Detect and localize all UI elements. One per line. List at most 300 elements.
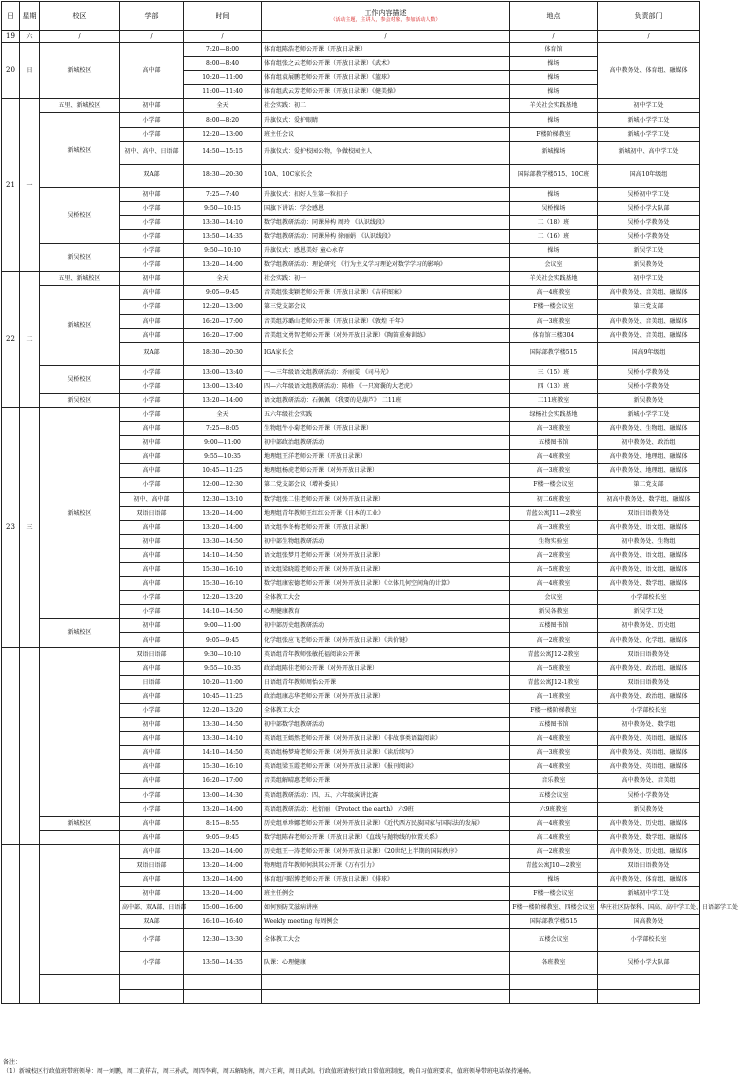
location-cell: 高一3班教室 bbox=[510, 520, 598, 534]
time-cell: 8:00—8:20 bbox=[184, 113, 262, 127]
time-cell: 8:00—8:40 bbox=[184, 57, 262, 71]
location-cell: 高一2班教室 bbox=[510, 844, 598, 858]
location-cell bbox=[510, 975, 598, 989]
location-cell: F楼一楼会议室 bbox=[510, 300, 598, 314]
location-cell: 高一4班教室 bbox=[510, 577, 598, 591]
location-cell: 六9班教室 bbox=[510, 802, 598, 816]
department-cell: 小学部 bbox=[120, 703, 184, 717]
location-cell: 国际部教学楼515 bbox=[510, 342, 598, 365]
location-cell: 二（16）班 bbox=[510, 229, 598, 243]
time-cell: 14:10—14:50 bbox=[184, 605, 262, 619]
time-cell: 13:20—14:00 bbox=[184, 520, 262, 534]
time-cell: 12:30—13:10 bbox=[184, 492, 262, 506]
date-cell bbox=[2, 844, 20, 1003]
campus-cell: / bbox=[40, 31, 120, 43]
date-cell: 20 bbox=[2, 43, 20, 99]
location-cell: 高一1班教室 bbox=[510, 689, 598, 703]
campus-cell bbox=[40, 844, 120, 975]
time-cell: 13:00—14:30 bbox=[184, 788, 262, 802]
content-cell: 全体教工大会 bbox=[262, 929, 510, 952]
time-cell bbox=[184, 975, 262, 989]
content-cell: 物理组青年教师何洪其公开课《万有引力》 bbox=[262, 858, 510, 872]
department-cell: 高中部 bbox=[120, 689, 184, 703]
time-cell: 10:45—11:25 bbox=[184, 689, 262, 703]
content-cell: 五六年级社会实践 bbox=[262, 407, 510, 421]
department-cell: 初中部 bbox=[120, 718, 184, 732]
department-cell: 初中、高中部 bbox=[120, 492, 184, 506]
department-cell: 高中部 bbox=[120, 577, 184, 591]
time-cell: 13:20—14:00 bbox=[184, 506, 262, 520]
weekday-cell bbox=[20, 647, 40, 844]
department-cell: 双语日语部 bbox=[120, 647, 184, 661]
location-cell: 操场 bbox=[510, 71, 598, 85]
responsible-cell: 国高教务处 bbox=[598, 915, 700, 929]
location-cell: 三（15）班 bbox=[510, 365, 598, 379]
time-cell: 14:50—15:15 bbox=[184, 141, 262, 164]
content-cell: 音美组苏璐山老师公开课（开放日录课）《敦煌 千年》 bbox=[262, 314, 510, 328]
content-cell: 数学组教研活动：理论研究 《行为主义学习理论对数学学习的影响》 bbox=[262, 258, 510, 272]
header-content-subtitle: （活动主题，主讲人，参会对象，参加活动人数） bbox=[330, 16, 441, 23]
table-row bbox=[2, 844, 700, 858]
department-cell: 高中部 bbox=[120, 520, 184, 534]
content-cell bbox=[262, 989, 510, 1003]
department-cell: 小学部 bbox=[120, 365, 184, 379]
department-cell: 双A部 bbox=[120, 164, 184, 187]
content-cell: 升旗仪式：感恩美好 童心永存 bbox=[262, 244, 510, 258]
location-cell: 音乐教室 bbox=[510, 774, 598, 788]
location-cell: 五楼图书馆 bbox=[510, 436, 598, 450]
location-cell: 高一4班教室 bbox=[510, 286, 598, 300]
header-content bbox=[262, 2, 510, 31]
responsible-cell bbox=[598, 989, 700, 1003]
content-cell: 四—六年级语文组教研活动：陈格 《一只窝囊的大老虎》 bbox=[262, 379, 510, 393]
time-cell: 13:50—14:35 bbox=[184, 229, 262, 243]
department-cell: 双语日语部 bbox=[120, 858, 184, 872]
content-cell: 班主任会议 bbox=[262, 127, 510, 141]
time-cell bbox=[184, 989, 262, 1003]
department-cell: 高中部 bbox=[120, 661, 184, 675]
content-cell: 生物组牛小菊老师公开课（开放日录课） bbox=[262, 422, 510, 436]
location-cell: 高一5班教室 bbox=[510, 563, 598, 577]
time-cell: 全天 bbox=[184, 407, 262, 421]
time-cell: 全天 bbox=[184, 99, 262, 113]
content-cell: 数学组康宏德老师公开课（对外开放日录课）《立体几何空间角的计算》 bbox=[262, 577, 510, 591]
department-cell: 初中部 bbox=[120, 187, 184, 201]
responsible-cell: 小学部校长室 bbox=[598, 929, 700, 952]
content-cell: 体育组张之云老师公开课（开放日录课）《武术》 bbox=[262, 57, 510, 71]
department-cell: 初中部 bbox=[120, 887, 184, 901]
department-cell: 小学部 bbox=[120, 605, 184, 619]
responsible-cell: 高中教务处、音美组、融媒体 bbox=[598, 328, 700, 342]
time-cell: 12:00—12:30 bbox=[184, 478, 262, 492]
content-cell: 第三党支部会议 bbox=[262, 300, 510, 314]
time-cell: 9:50—10:10 bbox=[184, 244, 262, 258]
content-cell: 语文组李冬梅老师公开课（开放日录课） bbox=[262, 520, 510, 534]
location-cell: 高一2班教室 bbox=[510, 633, 598, 647]
time-cell: 7:25—7:40 bbox=[184, 187, 262, 201]
content-cell: 10A、10C家长会 bbox=[262, 164, 510, 187]
responsible-cell: 高中教务处、历史组、融媒体 bbox=[598, 844, 700, 858]
department-cell: 双A部 bbox=[120, 342, 184, 365]
responsible-cell: 新吴教务处 bbox=[598, 802, 700, 816]
content-cell: 升旗仪式：扣好人生第一粒扣子 bbox=[262, 187, 510, 201]
time-cell: 15:30—16:10 bbox=[184, 577, 262, 591]
header-date: 日 bbox=[2, 2, 20, 31]
department-cell: 高中部、双A部、日语部 bbox=[120, 901, 184, 915]
content-cell: 语文组张梦月老师公开课（对外开放日录课） bbox=[262, 548, 510, 562]
time-cell: 16:10—16:40 bbox=[184, 915, 262, 929]
location-cell: 高一4班教室 bbox=[510, 816, 598, 830]
responsible-cell: / bbox=[598, 31, 700, 43]
time-cell: 全天 bbox=[184, 272, 262, 286]
time-cell: 15:30—16:10 bbox=[184, 760, 262, 774]
department-cell bbox=[120, 989, 184, 1003]
department-cell: 初中部 bbox=[120, 534, 184, 548]
department-cell: 小学部 bbox=[120, 201, 184, 215]
time-cell: 9:05—9:45 bbox=[184, 633, 262, 647]
department-cell: 小学部 bbox=[120, 929, 184, 952]
location-cell: 体育馆三楼304 bbox=[510, 328, 598, 342]
responsible-cell: 新吴学工处 bbox=[598, 605, 700, 619]
location-cell: F楼阶梯教室 bbox=[510, 127, 598, 141]
time-cell: 18:30—20:30 bbox=[184, 342, 262, 365]
responsible-cell: 初中教务处、生物组 bbox=[598, 534, 700, 548]
location-cell: 高一3班教室 bbox=[510, 464, 598, 478]
responsible-cell: 高中教务处、英语组、融媒体 bbox=[598, 746, 700, 760]
responsible-cell: 高中教务处、数学组、融媒体 bbox=[598, 577, 700, 591]
weekday-cell: 日 bbox=[20, 43, 40, 99]
location-cell: 五楼图书馆 bbox=[510, 718, 598, 732]
time-cell: 18:30—20:30 bbox=[184, 164, 262, 187]
campus-cell: 新城校区 bbox=[40, 113, 120, 187]
location-cell: 操场 bbox=[510, 57, 598, 71]
content-cell: 英语组教研活动：四、五、六年级演讲比赛 bbox=[262, 788, 510, 802]
header-time: 时间 bbox=[184, 2, 262, 31]
responsible-cell: 小学部校长室 bbox=[598, 591, 700, 605]
time-cell: 10:20—11:00 bbox=[184, 71, 262, 85]
table-row bbox=[2, 393, 700, 407]
location-cell: F楼一楼会议室 bbox=[510, 887, 598, 901]
location-cell: 五楼图书馆 bbox=[510, 619, 598, 633]
content-cell: 全体教工大会 bbox=[262, 591, 510, 605]
department-cell: 初中部 bbox=[120, 436, 184, 450]
content-cell: 全体教工大会 bbox=[262, 703, 510, 717]
content-cell: 数学组教研活动：同课异构 周玲 《认识线段》 bbox=[262, 215, 510, 229]
location-cell: 新城操场 bbox=[510, 141, 598, 164]
content-cell: 英语组杨梦琦老师公开课（对外开放日录课）《读后续写》 bbox=[262, 746, 510, 760]
date-cell bbox=[2, 647, 20, 844]
content-cell: 社会实践：初一 bbox=[262, 272, 510, 286]
time-cell: 15:30—16:10 bbox=[184, 563, 262, 577]
department-cell: 高中部 bbox=[120, 873, 184, 887]
location-cell: 青蓝公寓J10—2教室 bbox=[510, 858, 598, 872]
responsible-cell: 高中教务处、化学组、融媒体 bbox=[598, 633, 700, 647]
responsible-cell: 新吴教务处 bbox=[598, 393, 700, 407]
table-row bbox=[2, 31, 700, 43]
location-cell: 新吴各教室 bbox=[510, 605, 598, 619]
table-row bbox=[2, 619, 700, 633]
location-cell: 五楼会议室 bbox=[510, 929, 598, 952]
weekday-cell: 六 bbox=[20, 31, 40, 43]
content-cell: 如何预防艾滋病讲座 bbox=[262, 901, 510, 915]
location-cell: 高一4班教室 bbox=[510, 760, 598, 774]
responsible-cell: 高中教务处、政治组、融媒体 bbox=[598, 689, 700, 703]
content-cell: 政治组康志华老师公开课（对外开放日录课） bbox=[262, 689, 510, 703]
responsible-cell: 国高9年级组 bbox=[598, 342, 700, 365]
location-cell: 高一5班教室 bbox=[510, 661, 598, 675]
content-cell: 地理组王洋老师公开课（开放日录课） bbox=[262, 450, 510, 464]
time-cell: 9:05—9:45 bbox=[184, 830, 262, 844]
responsible-cell: 高中教务处、政治组、融媒体 bbox=[598, 661, 700, 675]
location-cell bbox=[510, 989, 598, 1003]
content-cell: 心理健康教育 bbox=[262, 605, 510, 619]
department-cell: 小学部 bbox=[120, 379, 184, 393]
date-cell: 23 bbox=[2, 407, 20, 647]
department-cell: 小学部 bbox=[120, 113, 184, 127]
location-cell: 青蓝公寓J12-2教室 bbox=[510, 647, 598, 661]
time-cell: 9:00—11:00 bbox=[184, 619, 262, 633]
campus-cell: 五里、新城校区 bbox=[40, 99, 120, 113]
content-cell: 英语组王嫣然老师公开课（对外开放日录课）《非故事类语篇阅读》 bbox=[262, 732, 510, 746]
department-cell: 高中部 bbox=[120, 746, 184, 760]
department-cell: 小学部 bbox=[120, 591, 184, 605]
time-cell: 9:30—10:10 bbox=[184, 647, 262, 661]
campus-cell: 新吴校区 bbox=[40, 244, 120, 272]
campus-cell: 新城校区 bbox=[40, 407, 120, 618]
location-cell: 各班教室 bbox=[510, 952, 598, 975]
time-cell: 16:20—17:00 bbox=[184, 774, 262, 788]
location-cell: 四（13）班 bbox=[510, 379, 598, 393]
responsible-cell: 新城初中学工处 bbox=[598, 887, 700, 901]
responsible-cell: 高中教务处、英语组、融媒体 bbox=[598, 732, 700, 746]
content-cell: 升旗仪式：爱护眼睛 bbox=[262, 113, 510, 127]
location-cell: 高一3班教室 bbox=[510, 422, 598, 436]
time-cell: 13:30—14:10 bbox=[184, 215, 262, 229]
time-cell: 13:20—14:00 bbox=[184, 858, 262, 872]
time-cell: 15:00—16:00 bbox=[184, 901, 262, 915]
responsible-cell: 新吴学工处 bbox=[598, 244, 700, 258]
content-cell: 初中部生物组教研活动 bbox=[262, 534, 510, 548]
content-cell: 政治组陈佳老师公开课（对外开放日录课） bbox=[262, 661, 510, 675]
table-row bbox=[2, 407, 700, 421]
location-cell: 操场 bbox=[510, 113, 598, 127]
content-cell: 队课：心理健康 bbox=[262, 952, 510, 975]
location-cell: 操场 bbox=[510, 873, 598, 887]
campus-cell bbox=[40, 830, 120, 844]
responsible-cell: 吴桥小学教务处 bbox=[598, 379, 700, 393]
department-cell: 初中部 bbox=[120, 272, 184, 286]
campus-cell: 新城校区 bbox=[40, 286, 120, 365]
date-cell: 21 bbox=[2, 99, 20, 272]
responsible-cell: 双语日语教务处 bbox=[598, 858, 700, 872]
content-cell: 音美组解晴惠老师公开课 bbox=[262, 774, 510, 788]
responsible-cell: 双语日语教务处 bbox=[598, 647, 700, 661]
location-cell: 生物实验室 bbox=[510, 534, 598, 548]
location-cell: 会议室 bbox=[510, 258, 598, 272]
content-cell: 数学组张二佳老师公开课（对外开放日录课） bbox=[262, 492, 510, 506]
responsible-cell: 高中教务处、数学组、融媒体 bbox=[598, 830, 700, 844]
department-cell: 高中部 bbox=[120, 548, 184, 562]
time-cell: 13:00—13:40 bbox=[184, 379, 262, 393]
time-cell: 12:20—13:20 bbox=[184, 703, 262, 717]
responsible-cell: 吴桥小学大队部 bbox=[598, 952, 700, 975]
time-cell: 16:20—17:00 bbox=[184, 314, 262, 328]
table-row bbox=[2, 113, 700, 127]
department-cell: 高中部 bbox=[120, 844, 184, 858]
campus-cell bbox=[40, 975, 120, 1003]
content-cell: 体育组陈浩老师公开课（开放日录课） bbox=[262, 43, 510, 57]
content-cell: 初中部数学组教研活动 bbox=[262, 718, 510, 732]
time-cell: 13:30—14:10 bbox=[184, 732, 262, 746]
location-cell: F楼一楼阶梯教室、四楼会议室 bbox=[510, 901, 598, 915]
time-cell: 13:50—14:35 bbox=[184, 952, 262, 975]
time-cell: 8:15—8:55 bbox=[184, 816, 262, 830]
header-campus: 校区 bbox=[40, 2, 120, 31]
header-content-title: 工作内容描述 bbox=[364, 8, 407, 17]
location-cell: 高一4班教室 bbox=[510, 732, 598, 746]
location-cell: 羊关社会实践基地 bbox=[510, 99, 598, 113]
schedule-table bbox=[1, 1, 738, 1004]
content-cell: 班主任例会 bbox=[262, 887, 510, 901]
table-row bbox=[2, 272, 700, 286]
location-cell: 体育馆 bbox=[510, 43, 598, 57]
date-cell: 19 bbox=[2, 31, 20, 43]
department-cell: 高中部 bbox=[120, 328, 184, 342]
time-cell: 9:55—10:35 bbox=[184, 450, 262, 464]
table-row bbox=[2, 43, 700, 57]
department-cell: 双A部 bbox=[120, 915, 184, 929]
department-cell: 小学部 bbox=[120, 127, 184, 141]
table-row bbox=[2, 244, 700, 258]
location-cell: / bbox=[510, 31, 598, 43]
responsible-cell: 华庄社区防保科、国高、高中学工处、日语部学工处 bbox=[598, 901, 700, 915]
location-cell: 二11班教室 bbox=[510, 393, 598, 407]
content-cell: 初中部政治组教研活动 bbox=[262, 436, 510, 450]
responsible-cell: 小学部校长室 bbox=[598, 703, 700, 717]
campus-cell bbox=[40, 647, 120, 816]
content-cell: 音美组文勇智老师公开课（对外开放日录课）《陶笛重奏训练》 bbox=[262, 328, 510, 342]
content-cell: 英语组教研活动：杜衍丽 《Protect the earth》 六9班 bbox=[262, 802, 510, 816]
time-cell: 16:20—17:00 bbox=[184, 328, 262, 342]
content-cell: 体育组袁展鹏老师公开课（开放日录课）《篮球》 bbox=[262, 71, 510, 85]
time-cell: 11:00—11:40 bbox=[184, 85, 262, 99]
department-cell: 高中部 bbox=[120, 286, 184, 300]
content-cell: 体育组武云芳老师公开课（开放日录课）《健美操》 bbox=[262, 85, 510, 99]
department-cell: 高中部 bbox=[120, 43, 184, 99]
header-responsible: 负责部门 bbox=[598, 2, 700, 31]
department-cell: 小学部 bbox=[120, 802, 184, 816]
weekday-cell bbox=[20, 844, 40, 1003]
responsible-cell: 吴桥小学大队部 bbox=[598, 201, 700, 215]
department-cell: 高中部 bbox=[120, 450, 184, 464]
location-cell: 五楼会议室 bbox=[510, 788, 598, 802]
department-cell: 高中部 bbox=[120, 774, 184, 788]
responsible-cell: 吴桥小学教务处 bbox=[598, 788, 700, 802]
responsible-cell: 国高10年级组 bbox=[598, 164, 700, 187]
campus-cell: 吴桥校区 bbox=[40, 187, 120, 243]
department-cell: 初中部 bbox=[120, 619, 184, 633]
responsible-cell: 高中教务处、体育组、融媒体 bbox=[598, 43, 700, 99]
location-cell: 操场 bbox=[510, 85, 598, 99]
department-cell: 高中部 bbox=[120, 563, 184, 577]
time-cell: 10:20—11:00 bbox=[184, 675, 262, 689]
department-cell: 小学部 bbox=[120, 244, 184, 258]
department-cell: 高中部 bbox=[120, 830, 184, 844]
header-weekday: 星期 bbox=[20, 2, 40, 31]
responsible-cell: 高中教务处、音美组、融媒体 bbox=[598, 286, 700, 300]
content-cell: 数学组陈春老师公开课（开放日录课）《直线与抛物线的位置关系》 bbox=[262, 830, 510, 844]
content-cell: 语文组教研活动：石佩佩 《我要的是葫芦》 二11班 bbox=[262, 393, 510, 407]
department-cell: 日语部 bbox=[120, 675, 184, 689]
department-cell: 小学部 bbox=[120, 229, 184, 243]
location-cell: 国际部教学楼515、10C班 bbox=[510, 164, 598, 187]
responsible-cell: 高中教务处、英语组、融媒体 bbox=[598, 760, 700, 774]
location-cell: 初二6班教室 bbox=[510, 492, 598, 506]
location-cell: 高一4班教室 bbox=[510, 450, 598, 464]
time-cell: 13:20—14:00 bbox=[184, 873, 262, 887]
header-department: 学部 bbox=[120, 2, 184, 31]
header-location: 地点 bbox=[510, 2, 598, 31]
content-cell: 语文组梁晓霞老师公开课（对外开放日录课） bbox=[262, 563, 510, 577]
time-cell: / bbox=[184, 31, 262, 43]
location-cell: 高二4班教室 bbox=[510, 830, 598, 844]
department-cell: 高中部 bbox=[120, 633, 184, 647]
responsible-cell: 初中教务处、政治组 bbox=[598, 436, 700, 450]
header-row bbox=[2, 2, 700, 31]
location-cell: 操场 bbox=[510, 244, 598, 258]
content-cell: 国旗下讲话：学会感恩 bbox=[262, 201, 510, 215]
content-cell: 化学组张应飞老师公开课（对外开放日录课）《共价键》 bbox=[262, 633, 510, 647]
time-cell: 13:00—13:40 bbox=[184, 365, 262, 379]
notes-line: （1）新城校区行政值班带班领导：周一刘鹏，周二黄祥吉，周三孙武，周四李莉，周五解晓南，周六王莉，周日武剑。行政值班请按行政日常值班制度，晚自习值班要求，值班领导带班电话保持通畅。 bbox=[3, 1068, 535, 1075]
location-cell: F楼一楼会议室 bbox=[510, 478, 598, 492]
department-cell: 小学部 bbox=[120, 788, 184, 802]
location-cell: 高一3班教室 bbox=[510, 746, 598, 760]
content-cell: Weekly meeting 每周例会 bbox=[262, 915, 510, 929]
content-cell: 历史组王一涛老师公开课（对外开放日录课）《20世纪上半期的国际秩序》 bbox=[262, 844, 510, 858]
department-cell: 高中部 bbox=[120, 816, 184, 830]
department-cell: 高中部 bbox=[120, 422, 184, 436]
time-cell: 9:00—11:00 bbox=[184, 436, 262, 450]
department-cell: 初中、高中、日语部 bbox=[120, 141, 184, 164]
content-cell: 初中部历史组教研活动 bbox=[262, 619, 510, 633]
responsible-cell: 新城小学学工处 bbox=[598, 127, 700, 141]
time-cell: 13:30—14:50 bbox=[184, 534, 262, 548]
table-row bbox=[2, 816, 700, 830]
responsible-cell: 初中教务处、数学组 bbox=[598, 718, 700, 732]
location-cell: 羊关社会实践基地 bbox=[510, 272, 598, 286]
department-cell: / bbox=[120, 31, 184, 43]
time-cell: 13:20—14:00 bbox=[184, 844, 262, 858]
content-cell: 英语组青年教师张敏托福阅读公开课 bbox=[262, 647, 510, 661]
responsible-cell: 第二党支部 bbox=[598, 478, 700, 492]
location-cell: 绿杨社会实践基地 bbox=[510, 407, 598, 421]
responsible-cell: 高中教务处、音美组 bbox=[598, 774, 700, 788]
location-cell: F楼一楼阶梯教室 bbox=[510, 703, 598, 717]
campus-cell: 新吴校区 bbox=[40, 393, 120, 407]
time-cell: 9:50—10:15 bbox=[184, 201, 262, 215]
table-row bbox=[2, 187, 700, 201]
content-cell: IGA家长会 bbox=[262, 342, 510, 365]
notes-title: 备注： bbox=[3, 1059, 22, 1066]
department-cell: 双语日语部 bbox=[120, 506, 184, 520]
location-cell: 青蓝公寓J12-1教室 bbox=[510, 675, 598, 689]
time-cell: 13:30—14:50 bbox=[184, 718, 262, 732]
responsible-cell: 吴桥小学教务处 bbox=[598, 215, 700, 229]
content-cell: 第二党支部会议（增补委员） bbox=[262, 478, 510, 492]
weekday-cell: 一 bbox=[20, 99, 40, 272]
campus-cell: 新城校区 bbox=[40, 43, 120, 99]
